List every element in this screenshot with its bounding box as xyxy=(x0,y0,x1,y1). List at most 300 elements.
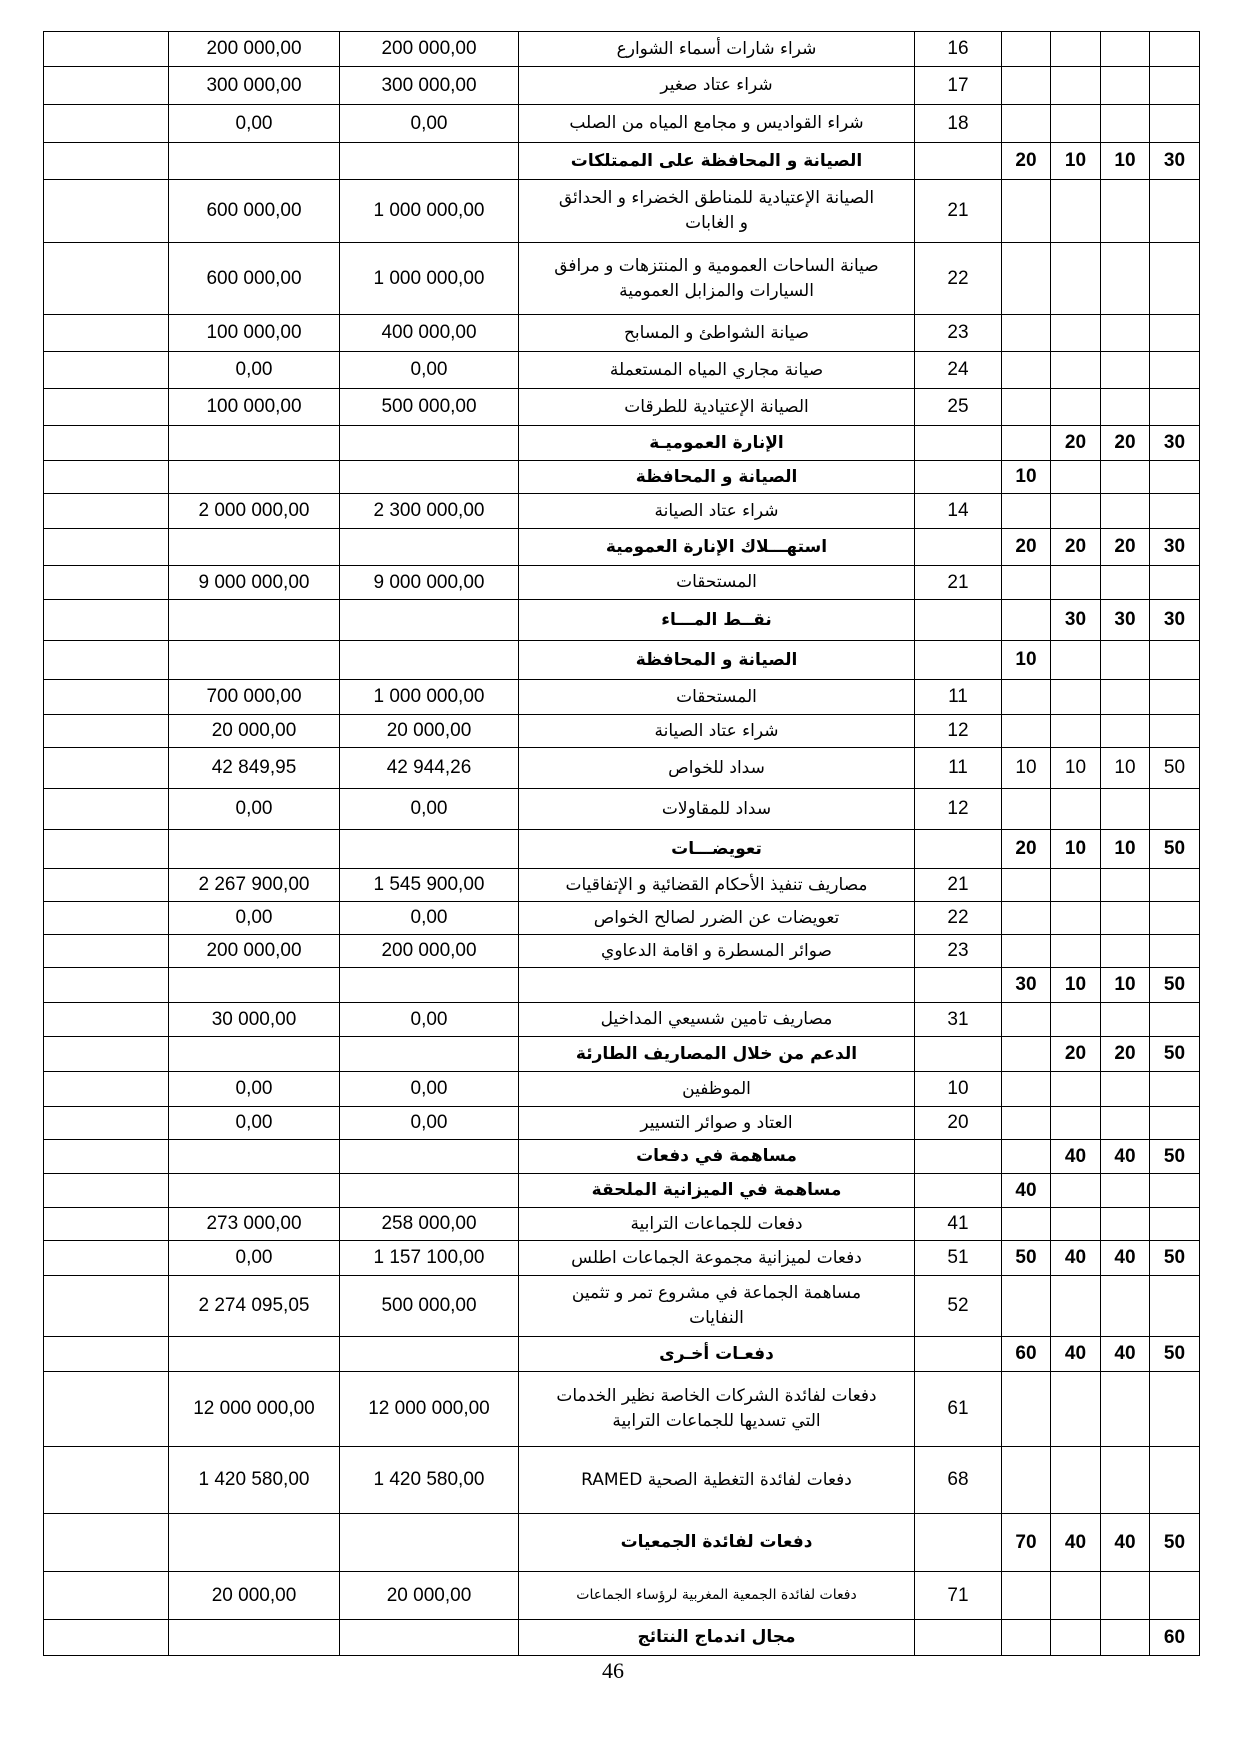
page-number: 46 xyxy=(602,1658,624,1683)
item-number xyxy=(915,968,1002,1003)
code-cell xyxy=(1101,1372,1150,1447)
code-cell xyxy=(1150,680,1200,715)
amount-cell: 0,00 xyxy=(169,1072,340,1107)
item-label xyxy=(519,968,915,1003)
code-cell xyxy=(1150,1003,1200,1037)
item-number xyxy=(915,830,1002,869)
amount-cell: 9 000 000,00 xyxy=(169,566,340,600)
item-number xyxy=(915,1514,1002,1572)
code-cell: 30 xyxy=(1051,600,1101,641)
amount-cell xyxy=(340,641,519,680)
code-cell xyxy=(1101,180,1150,243)
amount-cell: 0,00 xyxy=(340,902,519,935)
code-cell: 40 xyxy=(1051,1337,1101,1372)
table-row xyxy=(44,641,1200,680)
empty-cell xyxy=(44,830,169,869)
item-number xyxy=(915,529,1002,566)
empty-cell xyxy=(44,1241,169,1276)
code-cell: 20 xyxy=(1051,426,1101,461)
code-cell: 50 xyxy=(1002,1241,1051,1276)
code-cell xyxy=(1002,566,1051,600)
item-number: 11 xyxy=(915,680,1002,715)
code-cell xyxy=(1002,1072,1051,1107)
amount-cell: 1 000 000,00 xyxy=(340,180,519,243)
code-cell xyxy=(1150,935,1200,968)
code-cell: 20 xyxy=(1101,1037,1150,1072)
code-cell xyxy=(1150,461,1200,494)
item-label: دفعات لفائدة الجمعيات xyxy=(519,1514,915,1572)
item-number xyxy=(915,1140,1002,1174)
code-cell: 20 xyxy=(1002,143,1051,180)
amount-cell: 500 000,00 xyxy=(340,1276,519,1337)
code-cell: 50 xyxy=(1150,1337,1200,1372)
code-cell xyxy=(1002,1107,1051,1140)
item-label: شراء عتاد صغير xyxy=(519,67,915,105)
item-label: مساهمة في الميزانية الملحقة xyxy=(519,1174,915,1208)
code-cell: 10 xyxy=(1002,641,1051,680)
code-cell xyxy=(1101,1572,1150,1620)
code-cell xyxy=(1101,494,1150,529)
amount-cell: 1 420 580,00 xyxy=(340,1447,519,1514)
table-row xyxy=(44,243,1200,315)
empty-cell xyxy=(44,105,169,143)
code-cell xyxy=(1002,389,1051,426)
code-cell xyxy=(1101,1208,1150,1241)
item-label: شراء القواديس و مجامع المياه من الصلب xyxy=(519,105,915,143)
code-cell xyxy=(1101,1276,1150,1337)
empty-cell xyxy=(44,32,169,67)
item-label: الدعم من خلال المصاريف الطارئة xyxy=(519,1037,915,1072)
amount-cell: 100 000,00 xyxy=(169,389,340,426)
table-row xyxy=(44,1620,1200,1656)
code-cell xyxy=(1051,352,1101,389)
code-cell xyxy=(1002,1140,1051,1174)
amount-cell xyxy=(169,1337,340,1372)
item-number: 12 xyxy=(915,789,1002,830)
code-cell: 20 xyxy=(1051,529,1101,566)
amount-cell xyxy=(340,1174,519,1208)
item-number: 31 xyxy=(915,1003,1002,1037)
amount-cell: 12 000 000,00 xyxy=(169,1372,340,1447)
code-cell: 40 xyxy=(1051,1140,1101,1174)
code-cell xyxy=(1051,715,1101,748)
amount-cell xyxy=(169,1037,340,1072)
item-number: 23 xyxy=(915,935,1002,968)
table-row xyxy=(44,1372,1200,1447)
code-cell xyxy=(1002,180,1051,243)
amount-cell xyxy=(169,600,340,641)
code-cell xyxy=(1101,461,1150,494)
code-cell: 10 xyxy=(1051,143,1101,180)
item-label: الصيانة و المحافظة xyxy=(519,641,915,680)
amount-cell: 200 000,00 xyxy=(340,32,519,67)
empty-cell xyxy=(44,1572,169,1620)
code-cell xyxy=(1150,1447,1200,1514)
table-row xyxy=(44,529,1200,566)
item-number: 20 xyxy=(915,1107,1002,1140)
amount-cell: 12 000 000,00 xyxy=(340,1372,519,1447)
item-label: صوائر المسطرة و اقامة الدعاوي xyxy=(519,935,915,968)
code-cell xyxy=(1101,902,1150,935)
code-cell: 60 xyxy=(1150,1620,1200,1656)
item-number: 21 xyxy=(915,566,1002,600)
code-cell xyxy=(1101,1174,1150,1208)
amount-cell: 400 000,00 xyxy=(340,315,519,352)
item-label: دفعات لميزانية مجموعة الجماعات اطلس xyxy=(519,1241,915,1276)
code-cell xyxy=(1051,494,1101,529)
empty-cell xyxy=(44,1514,169,1572)
item-number: 51 xyxy=(915,1241,1002,1276)
code-cell xyxy=(1101,566,1150,600)
amount-cell: 20 000,00 xyxy=(169,715,340,748)
code-cell xyxy=(1101,105,1150,143)
table-row xyxy=(44,105,1200,143)
amount-cell: 2 000 000,00 xyxy=(169,494,340,529)
code-cell: 10 xyxy=(1051,968,1101,1003)
code-cell xyxy=(1051,1174,1101,1208)
table-row xyxy=(44,426,1200,461)
amount-cell: 42 849,95 xyxy=(169,748,340,789)
amount-cell: 500 000,00 xyxy=(340,389,519,426)
item-label: دفعات لفائدة الجمعية المغربية لرؤساء الجماعات xyxy=(519,1572,915,1620)
table-row xyxy=(44,143,1200,180)
table-row xyxy=(44,1337,1200,1372)
code-cell: 20 xyxy=(1101,426,1150,461)
item-label: صيانة الشواطئ و المسابح xyxy=(519,315,915,352)
table-row xyxy=(44,902,1200,935)
code-cell xyxy=(1051,869,1101,902)
table-row xyxy=(44,32,1200,67)
empty-cell xyxy=(44,968,169,1003)
code-cell xyxy=(1101,715,1150,748)
code-cell xyxy=(1002,1372,1051,1447)
code-cell: 10 xyxy=(1002,748,1051,789)
empty-cell xyxy=(44,1140,169,1174)
item-number: 25 xyxy=(915,389,1002,426)
code-cell xyxy=(1101,869,1150,902)
empty-cell xyxy=(44,715,169,748)
code-cell: 10 xyxy=(1002,461,1051,494)
code-cell: 40 xyxy=(1101,1241,1150,1276)
code-cell: 30 xyxy=(1101,600,1150,641)
code-cell xyxy=(1101,67,1150,105)
table-row xyxy=(44,680,1200,715)
code-cell: 70 xyxy=(1002,1514,1051,1572)
code-cell: 40 xyxy=(1101,1514,1150,1572)
item-number: 22 xyxy=(915,902,1002,935)
code-cell xyxy=(1051,1620,1101,1656)
item-label: الصيانة و المحافظة على الممتلكات xyxy=(519,143,915,180)
code-cell xyxy=(1051,67,1101,105)
code-cell: 30 xyxy=(1150,529,1200,566)
code-cell xyxy=(1101,680,1150,715)
code-cell xyxy=(1150,1072,1200,1107)
amount-cell: 0,00 xyxy=(340,789,519,830)
empty-cell xyxy=(44,1037,169,1072)
amount-cell: 0,00 xyxy=(169,105,340,143)
item-number: 23 xyxy=(915,315,1002,352)
code-cell xyxy=(1150,566,1200,600)
code-cell xyxy=(1150,1572,1200,1620)
code-cell xyxy=(1002,1003,1051,1037)
item-number: 17 xyxy=(915,67,1002,105)
item-label: شراء عتاد الصيانة xyxy=(519,715,915,748)
amount-cell xyxy=(169,1174,340,1208)
empty-cell xyxy=(44,1620,169,1656)
code-cell xyxy=(1002,1620,1051,1656)
item-number xyxy=(915,1620,1002,1656)
amount-cell xyxy=(340,968,519,1003)
amount-cell xyxy=(169,1140,340,1174)
item-number xyxy=(915,461,1002,494)
empty-cell xyxy=(44,529,169,566)
code-cell: 10 xyxy=(1101,968,1150,1003)
code-cell xyxy=(1150,715,1200,748)
code-cell xyxy=(1150,105,1200,143)
code-cell xyxy=(1150,32,1200,67)
code-cell xyxy=(1101,789,1150,830)
table-row xyxy=(44,715,1200,748)
empty-cell xyxy=(44,1107,169,1140)
code-cell: 10 xyxy=(1051,748,1101,789)
table-row xyxy=(44,1003,1200,1037)
code-cell: 50 xyxy=(1150,968,1200,1003)
code-cell: 10 xyxy=(1101,830,1150,869)
table-row xyxy=(44,566,1200,600)
amount-cell xyxy=(340,1037,519,1072)
code-cell xyxy=(1002,715,1051,748)
item-label: العتاد و صوائر التسيير xyxy=(519,1107,915,1140)
code-cell xyxy=(1002,32,1051,67)
item-label: سداد للخواص xyxy=(519,748,915,789)
table-row xyxy=(44,1174,1200,1208)
item-label: دفعات لفائدة التغطية الصحية RAMED xyxy=(519,1447,915,1514)
empty-cell xyxy=(44,1447,169,1514)
code-cell xyxy=(1150,389,1200,426)
code-cell xyxy=(1150,1107,1200,1140)
item-number xyxy=(915,600,1002,641)
amount-cell: 42 944,26 xyxy=(340,748,519,789)
item-label: الموظفين xyxy=(519,1072,915,1107)
item-label: دفعـات أخـرى xyxy=(519,1337,915,1372)
code-cell xyxy=(1002,105,1051,143)
code-cell xyxy=(1150,869,1200,902)
amount-cell xyxy=(340,1514,519,1572)
code-cell xyxy=(1002,1572,1051,1620)
item-label: مساهمة الجماعة في مشروع تمر و تثمين النفايات xyxy=(519,1276,915,1337)
code-cell: 40 xyxy=(1101,1337,1150,1372)
code-cell xyxy=(1101,1447,1150,1514)
empty-cell xyxy=(44,641,169,680)
amount-cell: 20 000,00 xyxy=(340,715,519,748)
code-cell xyxy=(1150,352,1200,389)
code-cell xyxy=(1002,1447,1051,1514)
code-cell: 50 xyxy=(1150,1037,1200,1072)
code-cell xyxy=(1101,935,1150,968)
code-cell xyxy=(1002,494,1051,529)
code-cell xyxy=(1051,902,1101,935)
code-cell xyxy=(1002,243,1051,315)
code-cell xyxy=(1101,1620,1150,1656)
code-cell xyxy=(1051,243,1101,315)
amount-cell xyxy=(340,830,519,869)
empty-cell xyxy=(44,180,169,243)
code-cell xyxy=(1150,1372,1200,1447)
amount-cell: 30 000,00 xyxy=(169,1003,340,1037)
code-cell xyxy=(1101,641,1150,680)
table-row xyxy=(44,1037,1200,1072)
code-cell xyxy=(1002,352,1051,389)
item-number: 41 xyxy=(915,1208,1002,1241)
amount-cell: 600 000,00 xyxy=(169,243,340,315)
table-row xyxy=(44,1241,1200,1276)
code-cell: 50 xyxy=(1150,1140,1200,1174)
code-cell xyxy=(1051,1447,1101,1514)
amount-cell: 1 420 580,00 xyxy=(169,1447,340,1514)
amount-cell: 1 000 000,00 xyxy=(340,243,519,315)
amount-cell: 300 000,00 xyxy=(169,67,340,105)
table-body xyxy=(44,32,1200,1656)
amount-cell: 700 000,00 xyxy=(169,680,340,715)
code-cell xyxy=(1051,641,1101,680)
code-cell xyxy=(1051,566,1101,600)
amount-cell xyxy=(169,461,340,494)
table-row xyxy=(44,1140,1200,1174)
amount-cell xyxy=(169,529,340,566)
code-cell xyxy=(1150,902,1200,935)
amount-cell xyxy=(340,600,519,641)
item-label: مصاريف تنفيذ الأحكام القضائية و الإتفاقيات xyxy=(519,869,915,902)
table-row xyxy=(44,600,1200,641)
item-number: 12 xyxy=(915,715,1002,748)
code-cell xyxy=(1051,1072,1101,1107)
amount-cell: 0,00 xyxy=(340,352,519,389)
item-label: صيانة الساحات العمومية و المنتزهات و مرافق السيارات والمزابل العمومية xyxy=(519,243,915,315)
table-row xyxy=(44,315,1200,352)
empty-cell xyxy=(44,600,169,641)
amount-cell xyxy=(340,529,519,566)
empty-cell xyxy=(44,1072,169,1107)
code-cell xyxy=(1002,902,1051,935)
code-cell xyxy=(1101,315,1150,352)
amount-cell xyxy=(340,461,519,494)
amount-cell: 9 000 000,00 xyxy=(340,566,519,600)
item-label: الصيانة الإعتيادية للطرقات xyxy=(519,389,915,426)
empty-cell xyxy=(44,1003,169,1037)
code-cell xyxy=(1150,1276,1200,1337)
amount-cell: 200 000,00 xyxy=(340,935,519,968)
item-number: 24 xyxy=(915,352,1002,389)
code-cell: 40 xyxy=(1051,1241,1101,1276)
item-label: سداد للمقاولات xyxy=(519,789,915,830)
item-number: 10 xyxy=(915,1072,1002,1107)
amount-cell xyxy=(169,143,340,180)
amount-cell: 2 274 095,05 xyxy=(169,1276,340,1337)
code-cell: 10 xyxy=(1101,143,1150,180)
table-row xyxy=(44,352,1200,389)
code-cell xyxy=(1051,680,1101,715)
code-cell xyxy=(1051,461,1101,494)
code-cell: 30 xyxy=(1150,426,1200,461)
budget-table xyxy=(43,31,1200,1656)
table-row xyxy=(44,1107,1200,1140)
item-number: 68 xyxy=(915,1447,1002,1514)
item-label: تعويضات عن الضرر لصالح الخواص xyxy=(519,902,915,935)
code-cell xyxy=(1150,494,1200,529)
code-cell xyxy=(1051,1276,1101,1337)
amount-cell xyxy=(169,1620,340,1656)
code-cell xyxy=(1002,1208,1051,1241)
empty-cell xyxy=(44,243,169,315)
empty-cell xyxy=(44,143,169,180)
table-row xyxy=(44,1572,1200,1620)
empty-cell xyxy=(44,315,169,352)
table-row xyxy=(44,830,1200,869)
empty-cell xyxy=(44,1174,169,1208)
amount-cell: 0,00 xyxy=(340,1107,519,1140)
code-cell xyxy=(1051,180,1101,243)
table-row xyxy=(44,789,1200,830)
code-cell xyxy=(1002,789,1051,830)
code-cell: 30 xyxy=(1150,143,1200,180)
code-cell xyxy=(1002,426,1051,461)
amount-cell: 0,00 xyxy=(169,1241,340,1276)
item-label: نقــط المـــاء xyxy=(519,600,915,641)
item-number xyxy=(915,641,1002,680)
code-cell xyxy=(1051,315,1101,352)
amount-cell xyxy=(169,1514,340,1572)
code-cell: 30 xyxy=(1150,600,1200,641)
item-label: دفعات لفائدة الشركات الخاصة نظير الخدمات التي تسديها للجماعات الترابية xyxy=(519,1372,915,1447)
amount-cell: 1 545 900,00 xyxy=(340,869,519,902)
empty-cell xyxy=(44,389,169,426)
code-cell xyxy=(1150,315,1200,352)
code-cell xyxy=(1150,180,1200,243)
table-row xyxy=(44,748,1200,789)
code-cell xyxy=(1051,389,1101,426)
amount-cell: 0,00 xyxy=(340,105,519,143)
code-cell: 50 xyxy=(1150,830,1200,869)
code-cell: 20 xyxy=(1002,529,1051,566)
item-label: الصيانة الإعتيادية للمناطق الخضراء و الحدائق و الغابات xyxy=(519,180,915,243)
table-row xyxy=(44,389,1200,426)
code-cell xyxy=(1051,1107,1101,1140)
table-row xyxy=(44,1072,1200,1107)
amount-cell: 258 000,00 xyxy=(340,1208,519,1241)
code-cell xyxy=(1101,352,1150,389)
empty-cell xyxy=(44,461,169,494)
code-cell xyxy=(1150,641,1200,680)
code-cell xyxy=(1051,105,1101,143)
empty-cell xyxy=(44,426,169,461)
code-cell xyxy=(1101,243,1150,315)
code-cell xyxy=(1002,1276,1051,1337)
empty-cell xyxy=(44,494,169,529)
item-number xyxy=(915,426,1002,461)
code-cell: 40 xyxy=(1051,1514,1101,1572)
code-cell xyxy=(1002,935,1051,968)
amount-cell: 0,00 xyxy=(340,1072,519,1107)
empty-cell xyxy=(44,566,169,600)
amount-cell: 20 000,00 xyxy=(340,1572,519,1620)
code-cell xyxy=(1051,1572,1101,1620)
code-cell xyxy=(1101,389,1150,426)
amount-cell: 0,00 xyxy=(169,789,340,830)
code-cell xyxy=(1051,1372,1101,1447)
code-cell xyxy=(1002,600,1051,641)
amount-cell: 273 000,00 xyxy=(169,1208,340,1241)
item-number: 14 xyxy=(915,494,1002,529)
